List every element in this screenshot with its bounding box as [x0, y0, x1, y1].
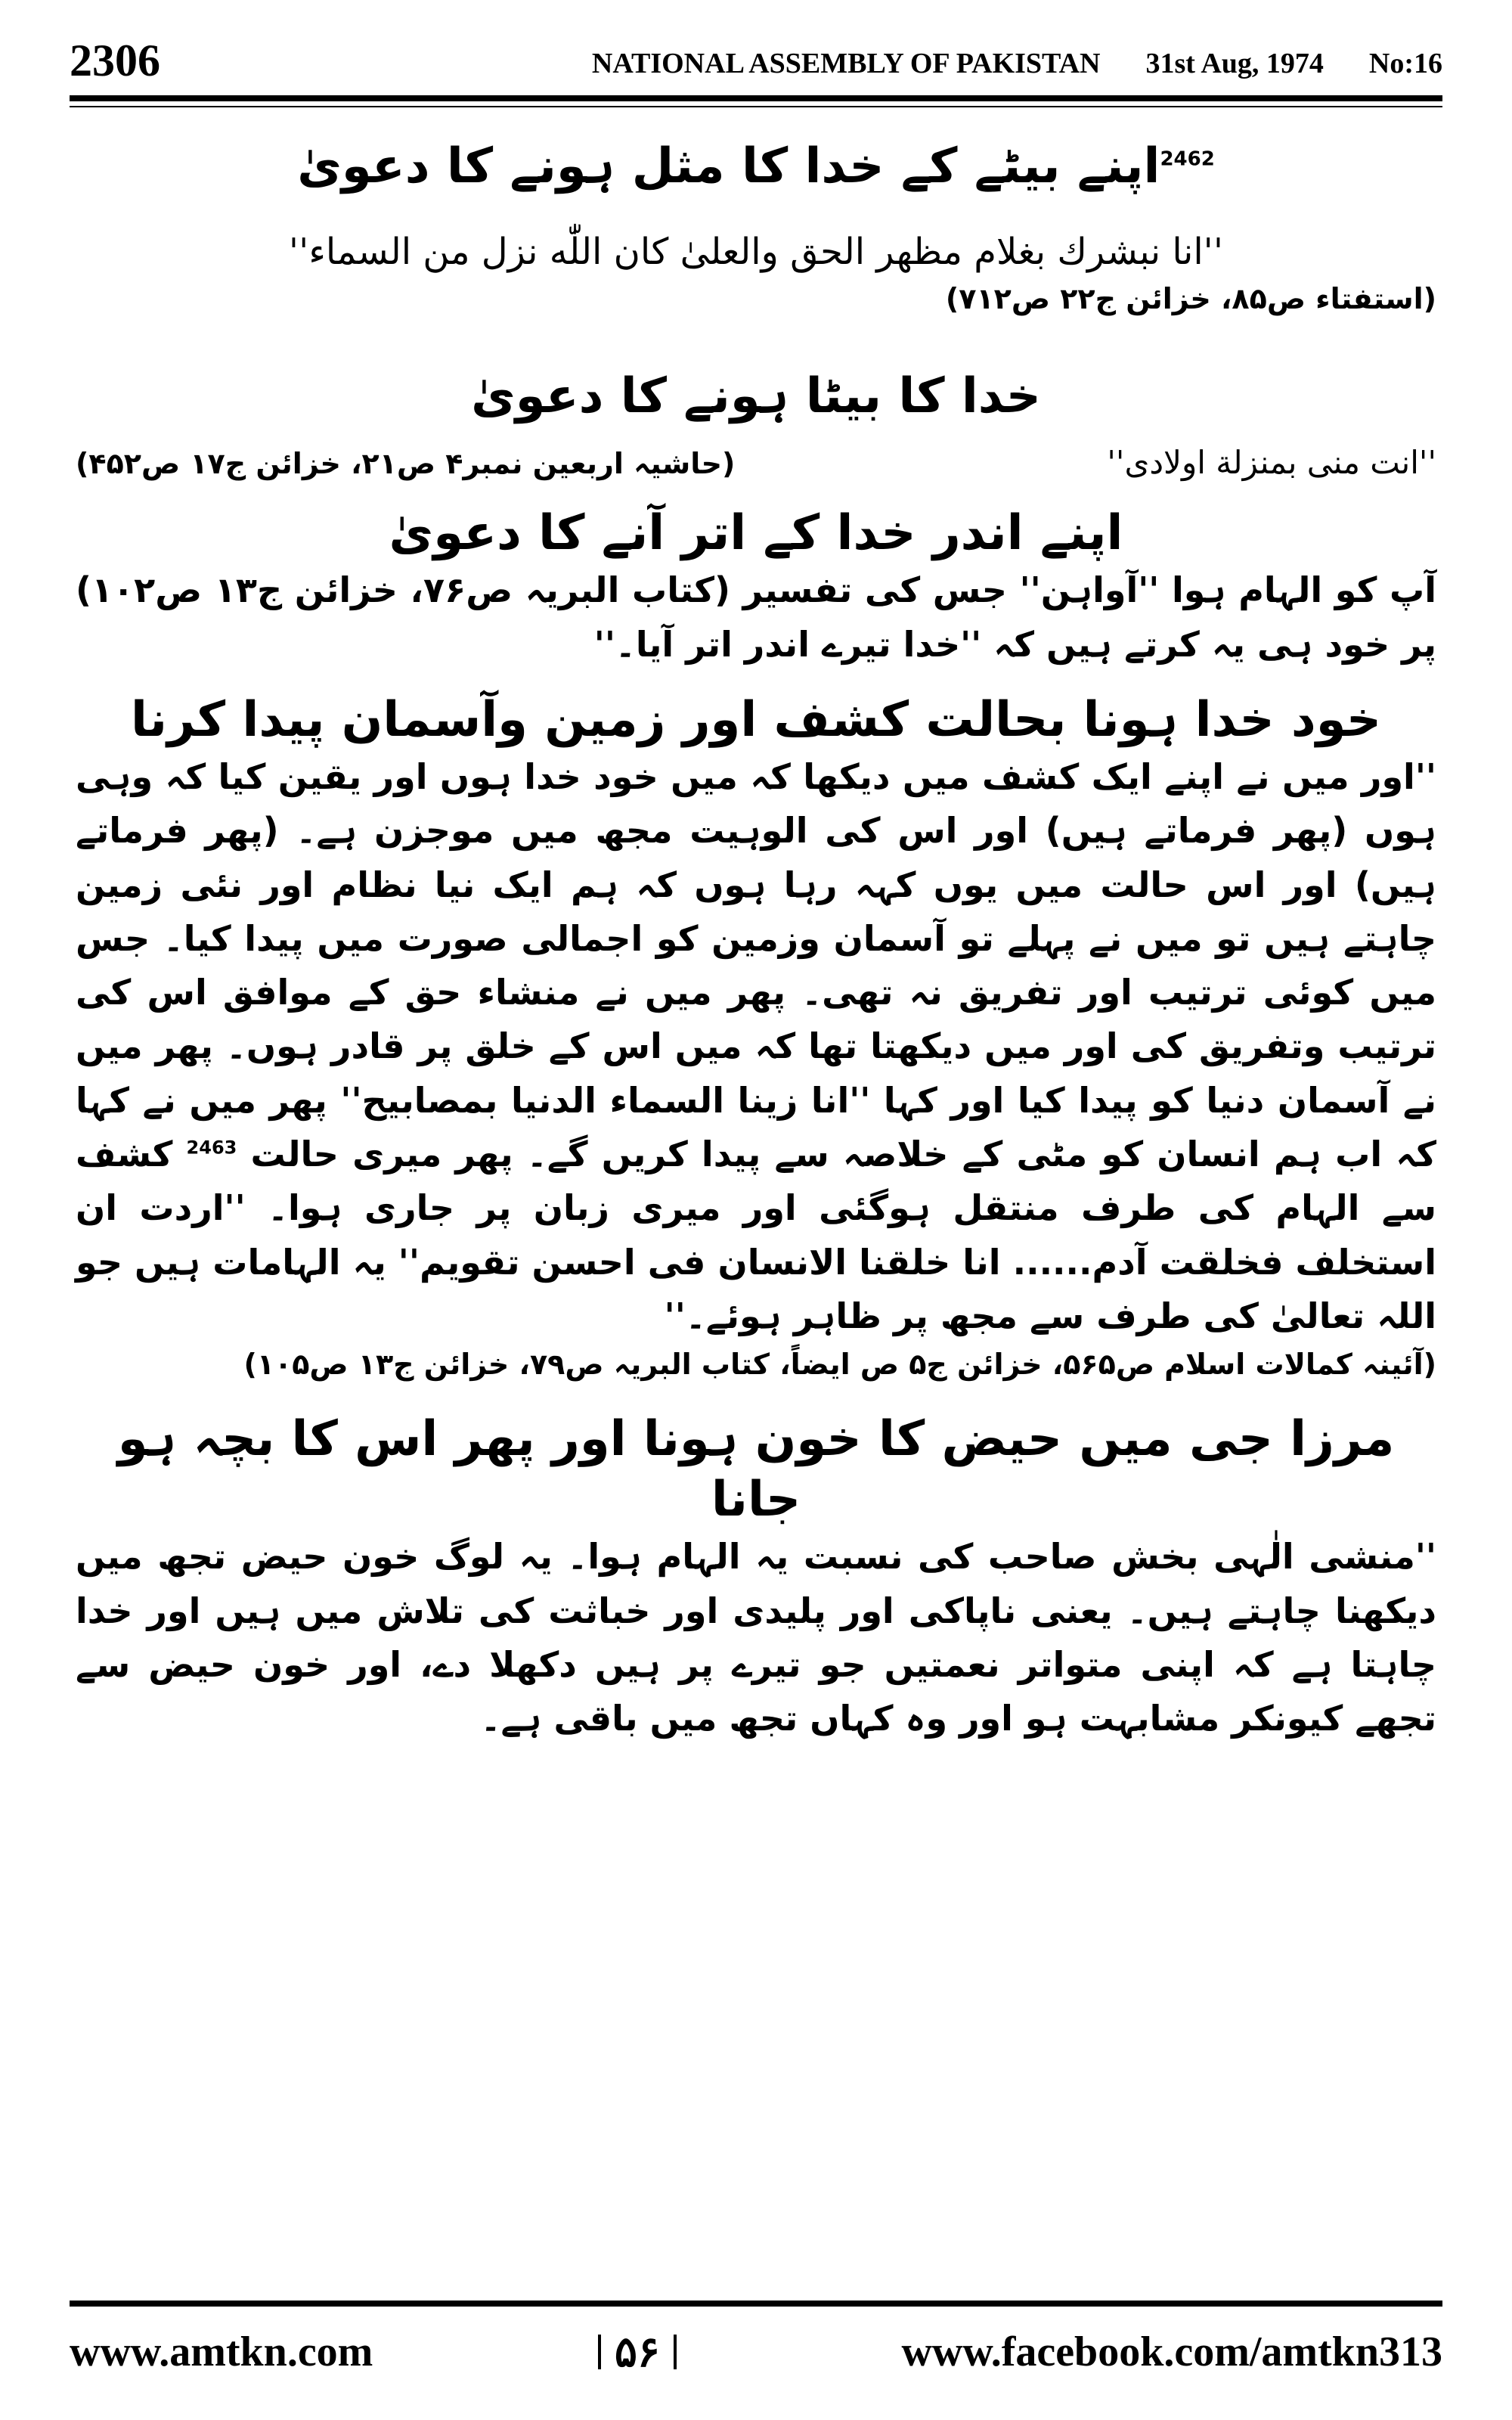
page-marker-number: ۵۶: [614, 2328, 660, 2376]
divider: [598, 2335, 601, 2369]
page-number: 2306: [70, 36, 160, 85]
paragraph-4: ''اور میں نے اپنے ایک کشف میں دیکھا کہ میں خود خدا ہوں اور یقین کیا کہ وہی ہوں (پھر فرماتے ہیں) اور اس کی الوہیت مجھ میں موجزن ہے۔ (پھر فرماتے ہیں) اور اس حالت میں یوں کہہ رہا ہوں کہ ہم ایک نیا نظام اور نئی زمین چاہتے ہیں تو میں نے پہلے تو آسمان وزمین کو اجمالی صورت میں پیدا کیا۔ جس میں کوئی ترتیب اور تفریق نہ تھی۔ پھر میں نے منشاء حق کے موافق اس کی ترتیب وتفریق کی اور میں دیکھتا تھا کہ میں اس کے خلق پر قادر ہوں۔ پھر میں نے آسمان دنیا کو پیدا کیا اور کہا ''انا زینا السماء الدنیا بمصابیح'' پھر میں نے کہا کہ اب ہم انسان کو مٹی کے خلاصہ سے پیدا کریں گے۔ پھر میری حالت $^{2463}$ کشف سے الہام کی طرف منتقل ہوگئی اور میری زبان پر جاری ہوا۔ ''اردت ان استخلف فخلقت آدم...... انا خلقنا الانسان فی احسن تقویم'' یہ الہامات ہیں جو اللہ تعالیٰ کی طرف سے مجھ پر ظاہر ہوئے۔'': [76, 755, 1436, 1336]
header-rule-thin: [70, 106, 1442, 107]
reference-4: (آئینہ کمالات اسلام ص۵۶۵، خزائن ج۵ ص ایضاً، کتاب البریہ ص۷۹، خزائن ج۱۳ ص۱۰۵): [243, 1348, 1436, 1382]
section-heading-1: $^{2462}$اپنے بیٹے کے خدا کا مثل ہونے کا دعویٰ: [297, 138, 1215, 194]
footer-rule: [70, 2301, 1442, 2307]
paragraph-5: ''منشی الٰہی بخش صاحب کی نسبت یہ الہام ہوا۔ یہ لوگ خون حیض تجھ میں دیکھنا چاہتے ہیں۔ یعنی ناپاکی اور پلیدی اور خباثت کی تلاش میں ہیں اور خدا چاہتا ہے کہ اپنی متواتر نعمتیں جو تیرے پر ہیں دکھلا دے، اور خون حیض سے تجھے کیونکر مشابہت ہو اور وہ کہاں تجھ میں باقی ہے۔: [76, 1536, 1436, 1739]
reference-1: (استفتاء ص۸۵، خزائن ج۲۲ ص۷۱۲): [945, 282, 1436, 316]
section-heading-5: مرزا جی میں حیض کا خون ہونا اور پھر اس کا بچہ ہو جانا: [117, 1411, 1395, 1528]
section-heading-4: خود خدا ہونا بحالت کشف اور زمین وآسمان پیدا کرنا: [131, 691, 1381, 748]
header-date: 31st Aug, 1974: [1145, 48, 1324, 79]
header-meta: [592, 47, 1442, 83]
page-content: [76, 136, 1436, 2276]
quote-reference-row-2: [76, 437, 1436, 488]
page-header: [70, 30, 1442, 83]
website-link[interactable]: www.amtkn.com: [70, 2328, 373, 2375]
page-footer: [70, 2322, 1442, 2382]
publication-title: NATIONAL ASSEMBLY OF PAKISTAN: [591, 48, 1101, 79]
page-marker: [598, 2328, 677, 2377]
arabic-quote-2: ''انت منی بمنزلة اولادی'': [1107, 444, 1436, 482]
paragraph-3: آپ کو الہام ہوا ''آواہن'' جس کی تفسیر (کتاب البریہ ص۷۶، خزائن ج۱۳ ص۱۰۲) پر خود ہی یہ کرتے ہیں کہ ''خدا تیرے اندر اتر آیا۔'': [76, 569, 1437, 665]
issue-number: No:16: [1368, 48, 1442, 79]
divider: [674, 2335, 677, 2369]
reference-2: (حاشیہ اربعین نمبر۴ ص۲۱، خزائن ج۱۷ ص۴۵۲): [76, 447, 736, 481]
footnote-marker: 2462: [1160, 147, 1215, 171]
section-heading-3: اپنے اندر خدا کے اتر آنے کا دعویٰ: [389, 505, 1123, 562]
footnote-marker: 2463: [186, 1137, 237, 1159]
arabic-quote-1: ''انا نبشرك بغلام مظهر الحق والعلیٰ كان اللّٰه نزل من السماء'': [288, 231, 1224, 273]
section-heading-2: خدا کا بیٹا ہونے کا دعویٰ: [471, 368, 1041, 425]
header-rule: [70, 95, 1442, 101]
facebook-link[interactable]: www.facebook.com/amtkn313: [901, 2328, 1442, 2375]
